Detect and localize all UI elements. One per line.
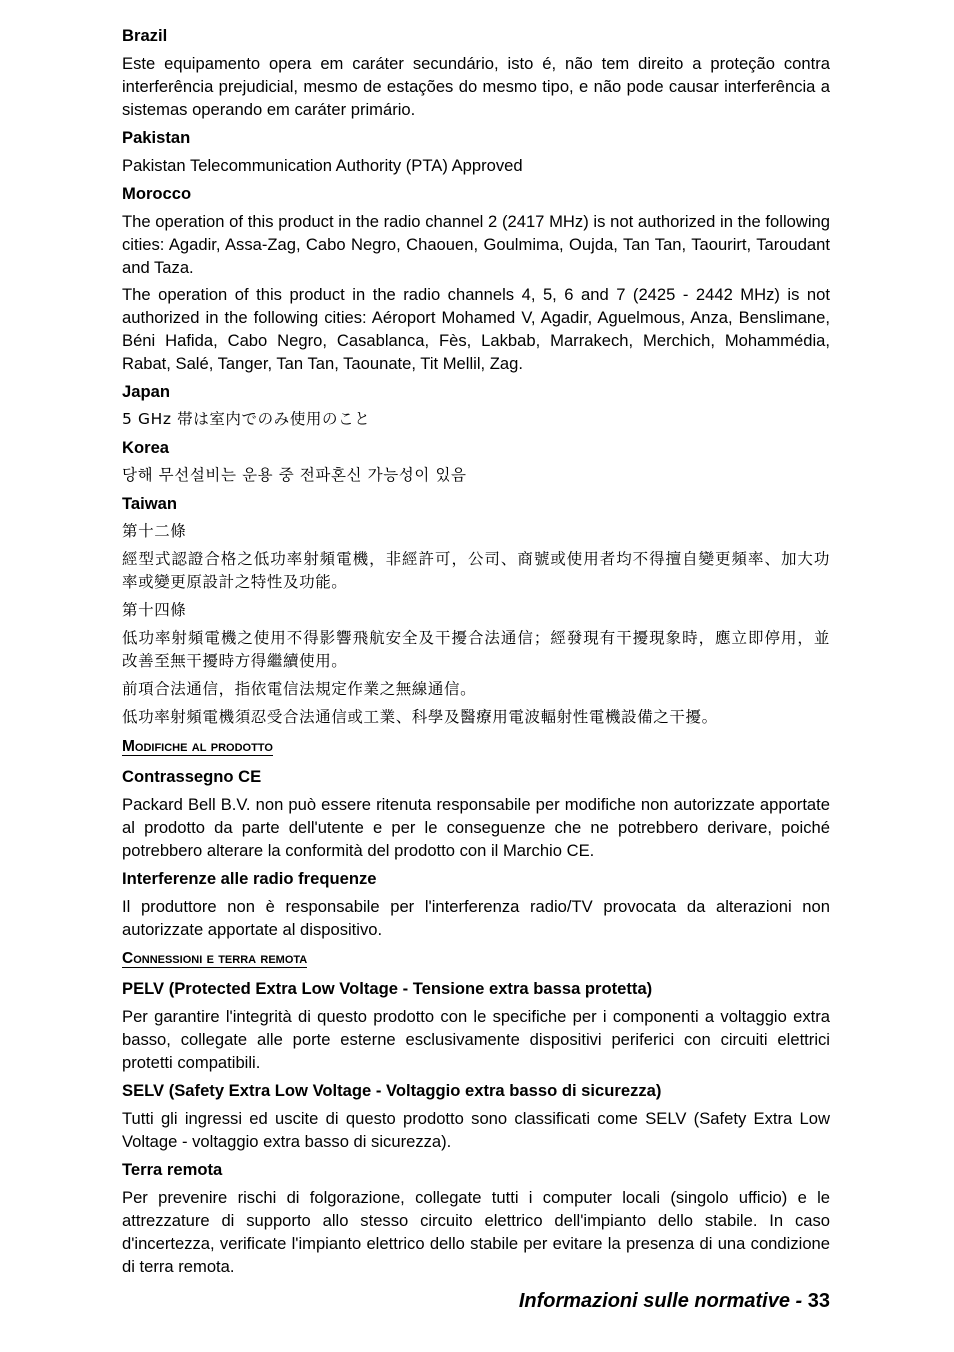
- taiwan-article-14-text-2: 前項合法通信，指依電信法規定作業之無線通信。: [122, 680, 477, 698]
- document-page: [122, 24, 830, 1283]
- taiwan-article-12-label: 第十二條: [122, 522, 187, 540]
- morocco-text-2: The operation of this product in the radio channels 4, 5, 6 and 7 (2425 - 2442 MHz) is not authorized in the following cities: Aéroport Mohamed V, Agadir, Aguelmous, Anza, Benslimane, Béni Hafida, Cabo Negro, Casablanca, Fès, Lakbab, Marrakech, Merchich, Mohammédia, Rabat, Salé, Tanger, Tan Tan, Taounate, Tit Mellil, Zag.: [122, 285, 830, 373]
- pakistan-heading: Pakistan: [122, 128, 191, 147]
- taiwan-article-14-label: 第十四條: [122, 601, 187, 619]
- taiwan-heading: Taiwan: [122, 494, 178, 513]
- radio-interference-text: Il produttore non è responsabile per l'interferenza radio/TV provocata da alterazioni non autorizzate apportate al dispositivo.: [122, 897, 830, 939]
- section-title-connessioni: Connessioni e terra remota: [122, 950, 308, 967]
- pelv-text: Per garantire l'integrità di questo prodotto con le specifiche per i componenti a voltaggio extra basso, collegate alle porte esterne esclusivamente dispositivi periferici con circuiti elettrici protetti compatibili.: [122, 1007, 830, 1072]
- remote-ground-text: Per prevenire rischi di folgorazione, collegate tutti i computer locali (singolo ufficio) e le attrezzature di supporto allo stesso circuito elettrico dell'impianto dello stabile. In caso d'incertezza, verificate l'impianto elettrico dello stabile per evitare la presenza di una condizione di terra remota.: [122, 1188, 830, 1276]
- taiwan-article-12-text: 經型式認證合格之低功率射頻電機，非經許可，公司、商號或使用者均不得擅自變更頻率、加大功率或變更原設計之特性及功能。: [122, 550, 830, 591]
- korea-text: 당해 무선설비는 운용 중 전파혼신 가능성이 있음: [122, 466, 467, 484]
- pakistan-text: Pakistan Telecommunication Authority (PTA) Approved: [122, 156, 523, 175]
- morocco-heading: Morocco: [122, 184, 192, 203]
- ce-mark-text: Packard Bell B.V. non può essere ritenuta responsabile per modifiche non autorizzate apportate al prodotto da parte dell'utente e per le conseguenze che ne potrebbero derivare, poiché potrebbero alterare la conformità del prodotto con il Marchio CE.: [122, 795, 830, 860]
- taiwan-article-14-text-3: 低功率射頻電機須忍受合法通信或工業、科學及醫療用電波輻射性電機設備之干擾。: [122, 708, 718, 726]
- selv-heading: SELV (Safety Extra Low Voltage - Voltaggio extra basso di sicurezza): [122, 1081, 662, 1100]
- selv-text: Tutti gli ingressi ed uscite di questo prodotto sono classificati come SELV (Safety Extra Low Voltage - voltaggio extra basso di sicurezza).: [122, 1109, 830, 1151]
- footer-title: Informazioni sulle normative -: [518, 1290, 808, 1312]
- page-number: 33: [807, 1290, 830, 1312]
- korea-heading: Korea: [122, 438, 170, 457]
- remote-ground-heading: Terra remota: [122, 1160, 223, 1179]
- radio-interference-heading: Interferenze alle radio frequenze: [122, 869, 377, 888]
- morocco-text-1: The operation of this product in the radio channel 2 (2417 MHz) is not authorized in the following cities: Agadir, Assa-Zag, Cabo Negro, Chaouen, Goulmima, Oujda, Tan Tan, Taourirt, Taroudant and Taza.: [122, 212, 830, 277]
- japan-heading: Japan: [122, 382, 170, 401]
- page-footer: [519, 1290, 830, 1313]
- section-title-modifiche: Modifiche al prodotto: [122, 738, 273, 755]
- brazil-heading: Brazil: [122, 26, 168, 45]
- taiwan-article-14-text-1: 低功率射頻電機之使用不得影響飛航安全及干擾合法通信；經發現有干擾現象時，應立即停用，並改善至無干擾時方得繼續使用。: [122, 629, 830, 670]
- japan-text: 5 GHz 帯は室内でのみ使用のこと: [122, 410, 371, 428]
- pelv-heading: PELV (Protected Extra Low Voltage - Tensione extra bassa protetta): [122, 979, 653, 998]
- ce-mark-heading: Contrassegno CE: [122, 767, 262, 786]
- brazil-text: Este equipamento opera em caráter secundário, isto é, não tem direito a proteção contra interferência prejudicial, mesmo de estações do mesmo tipo, e não pode causar interferência a sistemas operando em caráter primário.: [122, 54, 830, 119]
